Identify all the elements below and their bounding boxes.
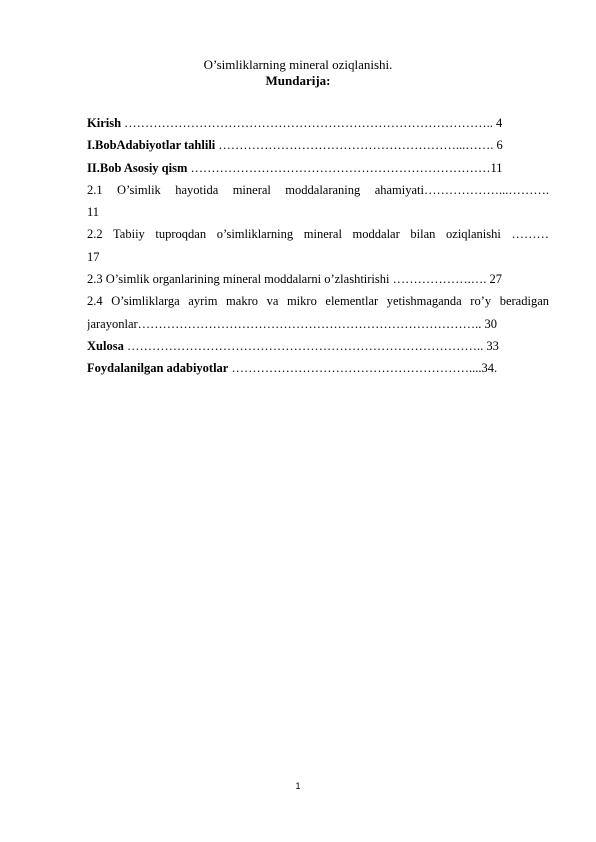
toc-entry-label: Xulosa	[87, 338, 124, 353]
document-title: O’simliklarning mineral oziqlanishi.	[203, 57, 393, 72]
toc-entry-leader: ………………………………………………………………11	[187, 160, 503, 175]
toc-entry-leader: …………………………………………………………………………….. 4	[121, 116, 503, 130]
toc-entry-label: Kirish	[87, 116, 122, 130]
toc-entry-2-2-page: 17	[87, 249, 100, 264]
toc-entry-label: I.BobAdabiyotlar tahlili	[87, 138, 216, 153]
toc-entry-leader: …………………………………………………....34.	[228, 361, 498, 376]
toc-entry-bob-1	[87, 134, 549, 156]
toc-entry-2-4: 2.4 O’simliklarga ayrim makro va mikro elementlar yetishmaganda ro’y beradigan	[87, 294, 549, 309]
contents-heading: Mundarija:	[265, 73, 331, 88]
table-of-contents	[87, 112, 549, 380]
toc-entry-label: II.Bob Asosiy qism	[87, 160, 188, 175]
toc-entry-2-1-page: 11	[87, 205, 100, 220]
toc-entry-label: Foydalanilgan adabiyotlar	[87, 361, 229, 376]
toc-entry-leader: ………………………………………………………………………….. 33	[123, 338, 499, 353]
toc-entry-xulosa	[87, 335, 549, 357]
toc-entry-2-2: 2.2 Tabiiy tuproqdan o’simliklarning mineral moddalar bilan oziqlanishi ………	[87, 227, 549, 242]
toc-entry-bob-2	[87, 157, 549, 179]
toc-entry-2-1: 2.1 O’simlik hayotida mineral moddalaraning ahamiyati………………...……….	[87, 182, 549, 197]
toc-entry-adabiyotlar	[87, 357, 549, 379]
toc-entry-2-4-page: jarayonlar……………………………………………………………………….. 30	[87, 316, 498, 331]
page-number: 1	[295, 781, 301, 791]
toc-entry-leader: …………………………………………………...……. 6	[215, 138, 503, 153]
toc-entry-kirish	[87, 112, 549, 134]
toc-entry-2-3: 2.3 O’simlik organlarining mineral moddalarni o’zlashtirishi ……………….…. 27	[87, 272, 502, 287]
